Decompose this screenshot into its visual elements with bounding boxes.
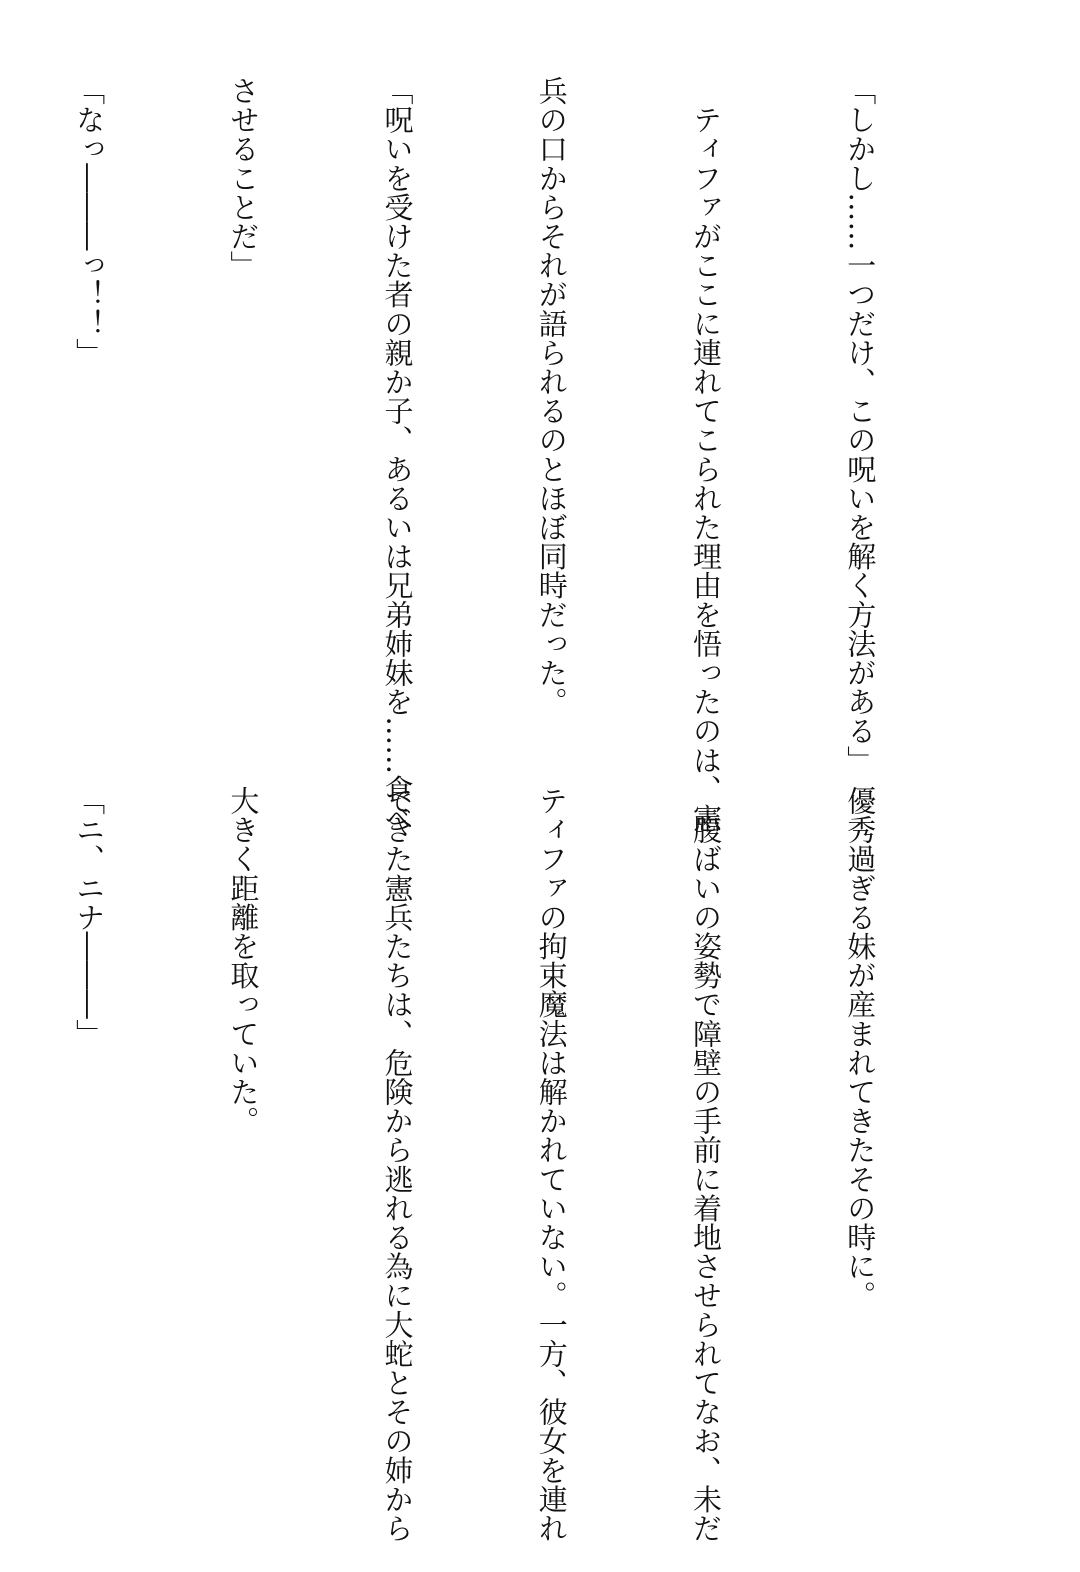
text-line: 大きく距離を取っていた。 [226, 786, 261, 1136]
text-line: させることだ」 [226, 76, 261, 280]
text-block-lower [48, 786, 988, 1543]
text-line: てきた憲兵たちは、危険から逃れる為に大蛇とその姉から [380, 786, 415, 1543]
text-line: 優秀過ぎる妹が産まれてきたその時に。 [843, 786, 878, 1310]
text-block-upper [48, 76, 988, 833]
text-line: ティファの拘束魔法は解かれていない。一方、彼女を連れ [534, 786, 569, 1543]
text-line: 「呪いを受けた者の親か子、あるいは兄弟姉妹を……食べ [380, 76, 415, 833]
text-line: ティファがここに連れてこられた理由を悟ったのは、憲 [688, 76, 723, 833]
text-line: 「しかし……一つだけ、この呪いを解く方法がある」 [843, 76, 878, 775]
text-line: 「なっ―――っ！！」 [72, 76, 107, 367]
text-line: 「ニ、ニナ―――」 [72, 786, 107, 1048]
text-line: 兵の口からそれが語られるのとほぼ同時だった。 [534, 76, 569, 717]
text-line: 腹ばいの姿勢で障壁の手前に着地させられてなお、未だ [688, 786, 723, 1543]
